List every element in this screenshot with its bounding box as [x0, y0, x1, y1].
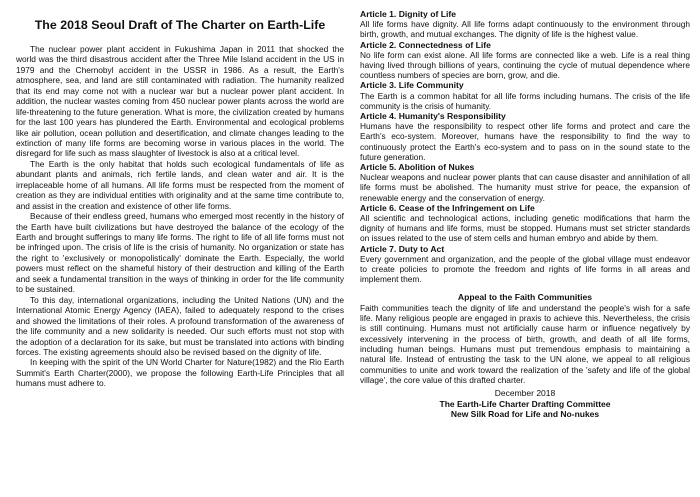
article-3 — [360, 80, 690, 111]
article-title: Article 2. Connectedness of Life — [360, 39, 491, 50]
preamble-paragraph: The Earth is the only habitat that holds such ecological fundamentals of life as abundant plants and animals, rich fertile lands, and clean water and air. It is the irreplaceable home of all humans. All life forms must be respected from the moment of creation as they are individual entities with originality and at the same time contribute to, and assist in the creation and existence of other life forms. — [16, 158, 344, 211]
article-text: All scientific and technological actions, including genetic modifications that harm the dignity of humans and life forms, must be stopped. Humans must set stricter standards on issues related to the use of stem cells and human embryo and abide by them. — [360, 213, 690, 244]
appeal-text: Faith communities teach the dignity of life and understand the people's wish for a safe life. Many religious people are engaged in praxis to achieve this. Nevertheless, the crisis is still continuing. Humans must not artificially cause harm or influence negatively by excessively intervening in the process of birth, growth, and death of all life forms, including human beings. Humans must put tremendous emphasis to maintaining a natural life. Instead of entrusting the task to the UN alone, we appeal to all religious communities to unite and work toward the realization of the 'safety and life of the global village', the core value of this drafted charter. — [360, 302, 690, 385]
article-title: Article 7. Duty to Act — [360, 243, 445, 254]
signature-date: December 2018 — [494, 388, 556, 399]
article-text: Every government and organization, and the people of the global village must endeavor to create policies to promote the freedom and rights of life forms in all areas and implement them. — [360, 253, 690, 285]
article-title: Article 6. Cease of the Infringement on Life — [360, 202, 535, 213]
signature-organization: New Silk Road for Life and No-nukes — [450, 409, 600, 420]
preamble-paragraph: In keeping with the spirit of the UN World Charter for Nature(1982) and the Rio Earth Summit's Earth Charter(2000), we propose the following Earth-Life Principles that all humans must adhere to. — [16, 357, 344, 389]
article-5 — [360, 162, 690, 203]
article-text: All life forms have dignity. All life forms adapt continuously to the environment through birth, growth, and mutual exchanges. The dignity of life is the highest value. — [360, 19, 690, 40]
article-title: Article 5. Abolition of Nukes — [360, 162, 475, 173]
signature-committee: The Earth-Life Charter Drafting Committee — [439, 398, 611, 409]
document-title: The 2018 Seoul Draft of The Charter on Earth-Life — [34, 18, 326, 32]
preamble-paragraph: Because of their endless greed, humans who emerged most recently in the history of the Earth have built civilizations but have destroyed the balance of the ecology of the Earth and brought sufferings to many life forms. The right to life of all life forms must not be infringed upon. The crisis of life is the crisis of humanity. No organization or state has the right to 'exclusively or monopolistically' dominate the Earth. Especially, the world powers must reflect on the shameful history of their destruction and killing of the Earth and seek a fundamental transition in the ways of thinking in order for the life community to be sustained. — [16, 211, 344, 295]
preamble-paragraph: To this day, international organizations, including the United Nations (UN) and the International Atomic Energy Agency (IAEA), failed to adequately respond to the crises and showed the limitations of their roles. A profound transformation of the awareness of the life community and a new solidarity is needed. Our such efforts must not stop with the adoption of a declaration for its sake, but must be translated into actions with binding forces. The existing agreements should also be revised based on the dignity of life. — [16, 294, 344, 358]
article-text: Nuclear weapons and nuclear power plants that can cause disaster and annihilation of all life forms must be abolished. The humanity must strive for peace, the expansion of renewable energy and the conservation of energy. — [360, 172, 690, 203]
preamble-paragraph: The nuclear power plant accident in Fukushima Japan in 2011 that shocked the world was the third disastrous accident after the Three Mile Island accident in the US in 1979 and the Chernobyl accident in the USSR in 1986. As a result, the Earth's atmosphere, sea, and land are still contaminated with radiation. The humanity realized that its end may come not with a nuclear war but a nuclear power plant accident. In addition, the nuclear wastes coming from 450 nuclear power plants across the world are life-threatening to the future generation. What is more, the civilization created by humans for the last 100 years has plundered the Earth. Environmental and ecological problems like air pollution, ocean pollution and desertification, and climate changes leading to the extinction of many life forms are becoming worse in various places in the world. The disregard for life such as mass slaughter of livestock is also at a critical level. — [16, 43, 344, 159]
article-2 — [360, 40, 690, 81]
article-text: The Earth is a common habitat for all life forms including humans. The crisis of the life community is the crisis of humanity. — [360, 90, 690, 111]
article-1 — [360, 9, 690, 40]
article-text: Humans have the responsibility to respect other life forms and protect and care the Earth's eco-system. Moreover, humans have the responsibility to find the way to continuously protect the Earth's eco-system and to pass on in the sound state to the future generation. — [360, 121, 690, 162]
article-7 — [360, 244, 690, 285]
article-text: No life form can exist alone. All life forms are connected like a web. Life is a real thing having lived through billions of years, continuing the cycle of mutual dependence where countless numbers of species are born, grow, and die. — [360, 49, 690, 81]
article-title: Article 1. Dignity of Life — [360, 9, 456, 19]
article-4 — [360, 111, 690, 162]
left-column — [16, 18, 344, 389]
appeal-title: Appeal to the Faith Communities — [457, 292, 593, 303]
article-title: Article 4. Humanity's Responsibility — [360, 111, 506, 122]
right-column — [360, 9, 690, 420]
article-6 — [360, 203, 690, 244]
article-title: Article 3. Life Community — [360, 80, 464, 91]
